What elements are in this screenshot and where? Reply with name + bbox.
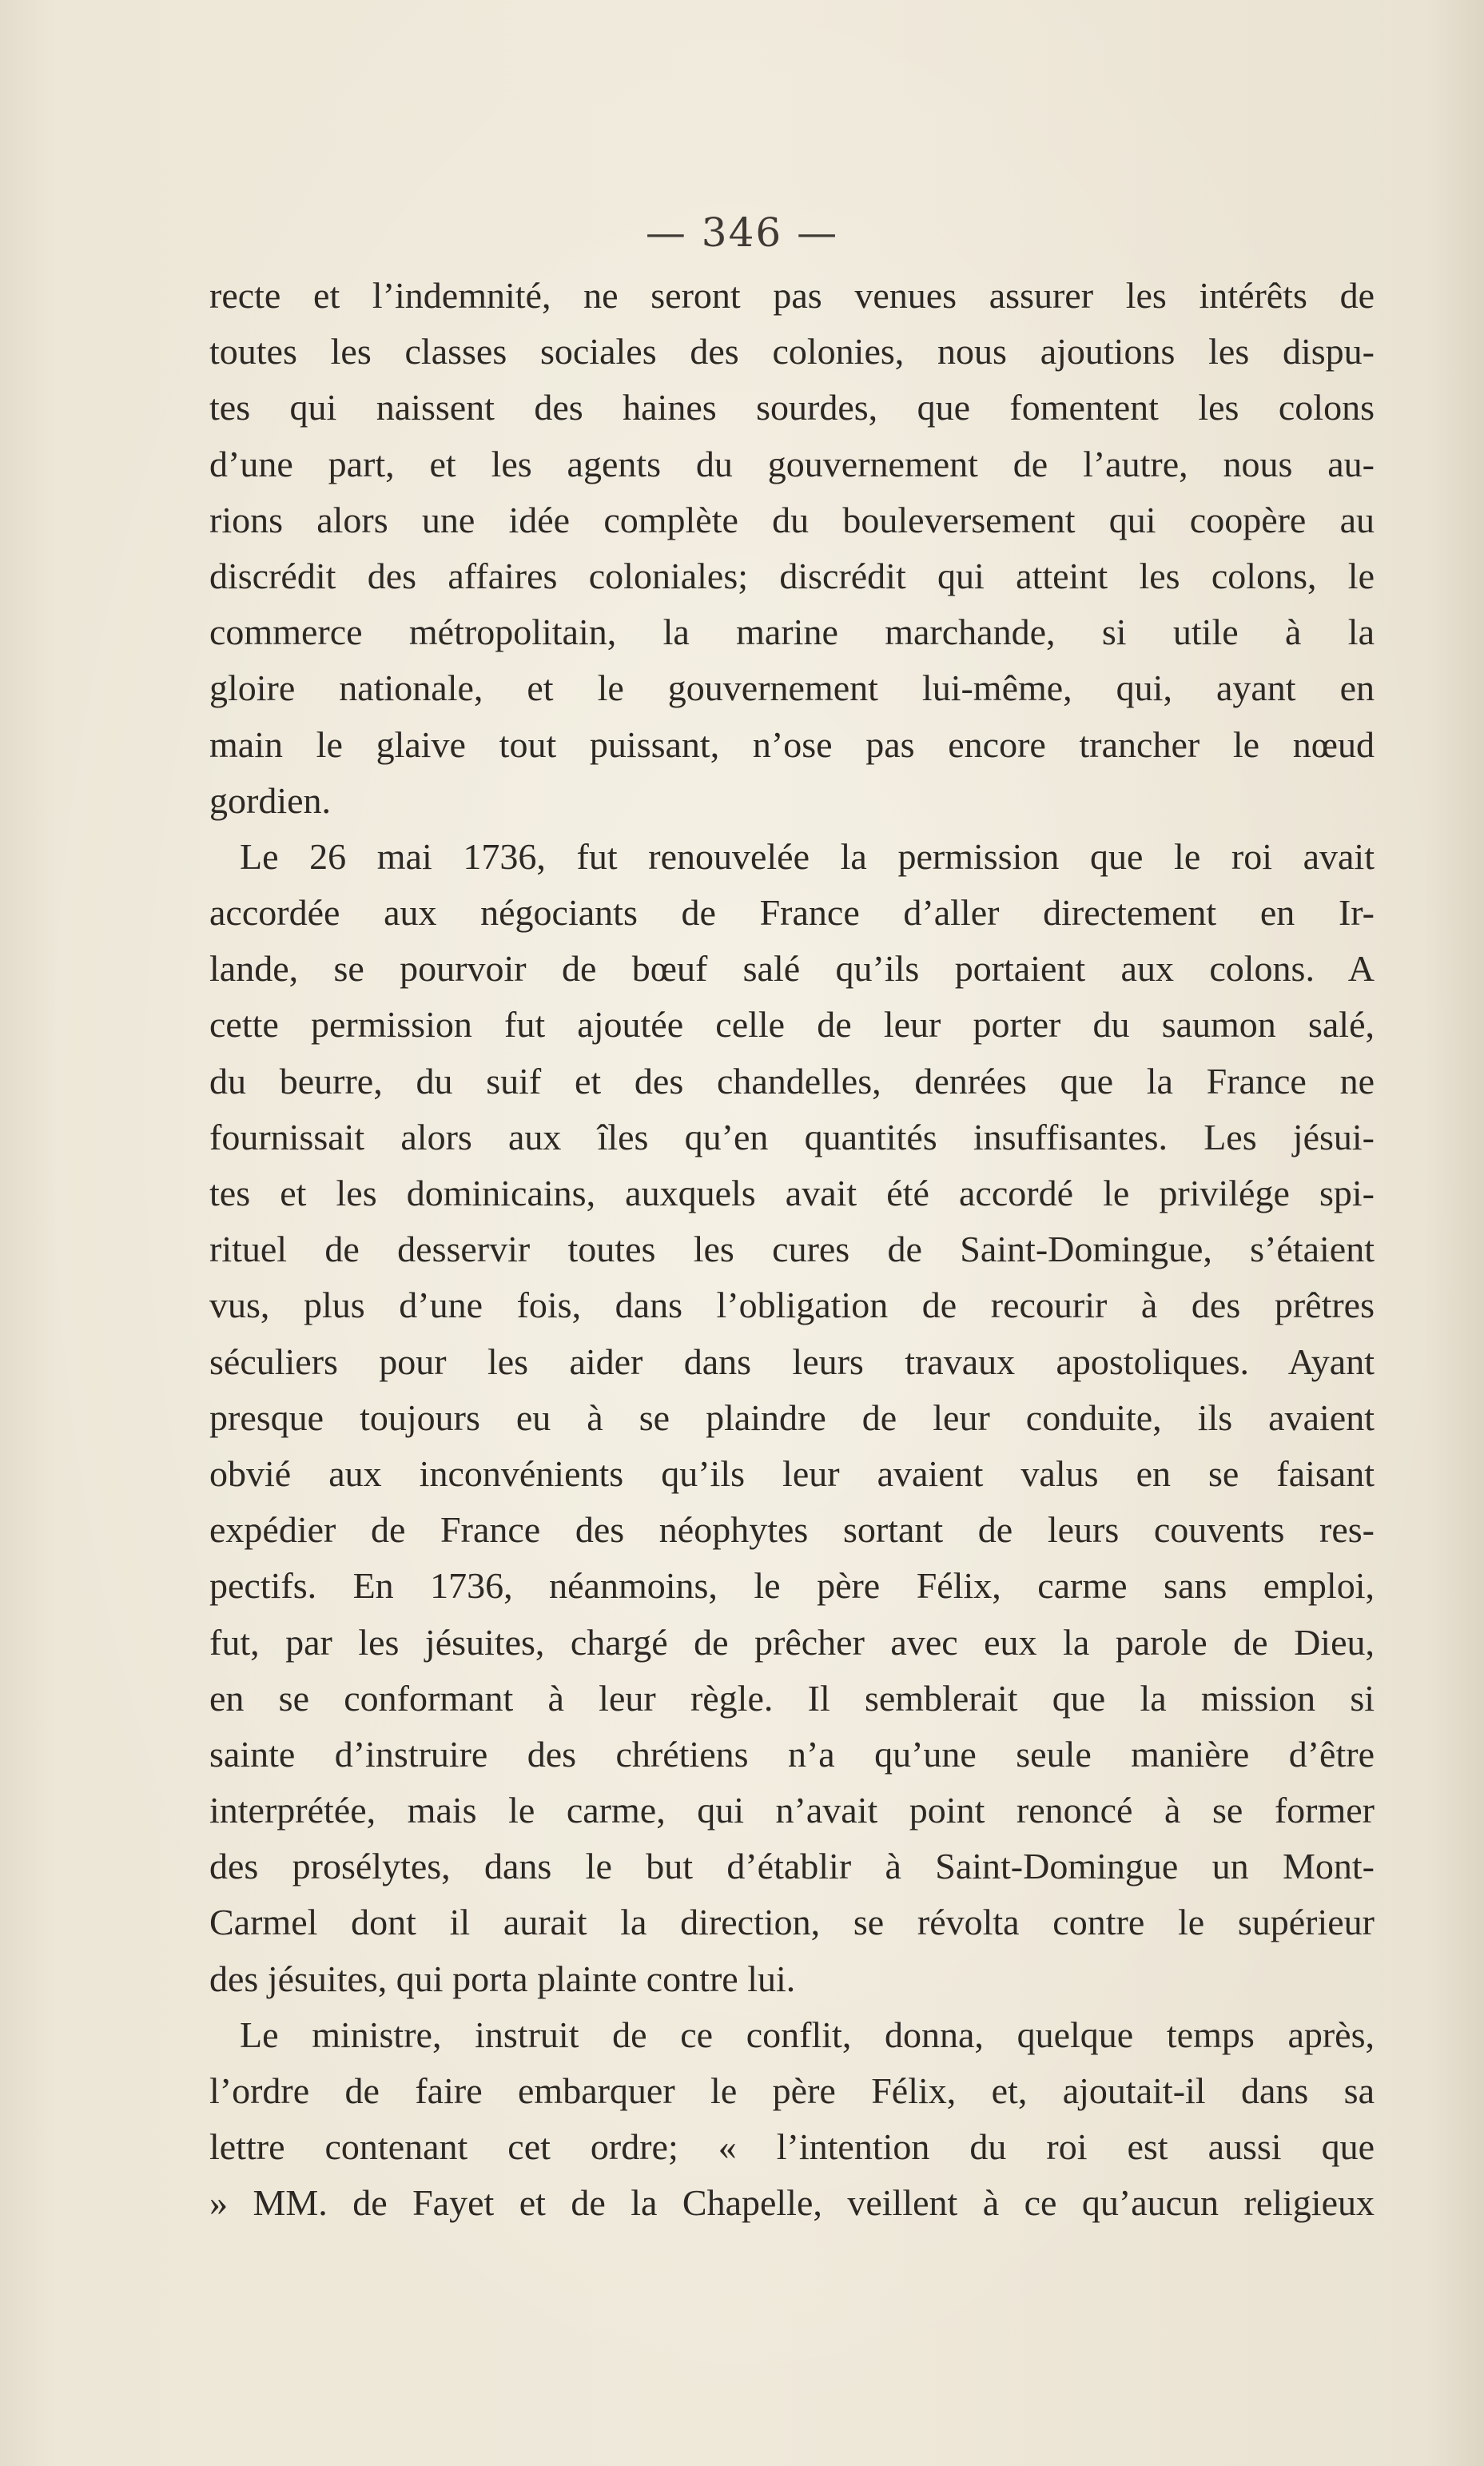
text-line: en se conformant à leur règle. Il semblerait que la mission si <box>209 1677 1375 1719</box>
text-line: accordée aux négociants de France d’aller directement en Ir- <box>209 892 1375 934</box>
text-line: fut, par les jésuites, chargé de prêcher avec eux la parole de Dieu, <box>209 1621 1375 1663</box>
text-line: obvié aux inconvénients qu’ils leur avaient valus en se faisant <box>209 1452 1375 1494</box>
text-line: tes et les dominicains, auxquels avait été accordé le privilége spi- <box>209 1173 1375 1213</box>
text-line: pectifs. En 1736, néanmoins, le père Félix, carme sans emploi, <box>209 1565 1375 1607</box>
text-line: gloire nationale, et le gouvernement lui-même, qui, ayant en <box>209 667 1375 709</box>
text-line: presque toujours eu à se plaindre de leur conduite, ils avaient <box>209 1396 1375 1438</box>
text-line: séculiers pour les aider dans leurs travaux apostoliques. Ayant <box>209 1341 1375 1382</box>
text-line: d’une part, et les agents du gouvernement de l’autre, nous au- <box>209 443 1375 484</box>
text-line: commerce métropolitain, la marine marchande, si utile à la <box>209 612 1375 653</box>
text-line: des prosélytes, dans le but d’établir à Saint-Domingue un Mont- <box>209 1846 1375 1887</box>
text-line: » MM. de Fayet et de la Chapelle, veillent à ce qu’aucun religieux <box>209 2182 1375 2224</box>
text-line: discrédit des affaires coloniales; discrédit qui atteint les colons, le <box>209 555 1375 596</box>
text-line: toutes les classes sociales des colonies, nous ajoutions les dispu- <box>209 331 1375 372</box>
text-line: vus, plus d’une fois, dans l’obligation de recourir à des prêtres <box>209 1285 1375 1326</box>
text-line: des jésuites, qui porta plainte contre lui. <box>209 1958 796 1999</box>
text-line: lettre contenant cet ordre; « l’intention du roi est aussi que <box>209 2126 1375 2168</box>
text-line: fournissait alors aux îles qu’en quantités insuffisantes. Les jésui- <box>209 1116 1375 1157</box>
text-line: sainte d’instruire des chrétiens n’a qu’une seule manière d’être <box>209 1733 1375 1775</box>
text-line: recte et l’indemnité, ne seront pas venues assurer les intérêts de <box>209 275 1375 316</box>
text-line: rituel de desservir toutes les cures de Saint-Domingue, s’étaient <box>209 1229 1375 1270</box>
text-line: Le 26 mai 1736, fut renouvelée la permission que le roi avait <box>240 835 1375 877</box>
text-line: tes qui naissent des haines sourdes, que fomentent les colons <box>209 387 1375 428</box>
text-line: lande, se pourvoir de bœuf salé qu’ils portaient aux colons. A <box>209 948 1375 990</box>
text-line: cette permission fut ajoutée celle de leur porter du saumon salé, <box>209 1004 1375 1046</box>
text-line: Carmel dont il aurait la direction, se révolta contre le supérieur <box>209 1902 1375 1943</box>
body-text <box>209 268 1375 2232</box>
page-number: — 346 — <box>645 209 839 256</box>
text-line: rions alors une idée complète du bouleversement qui coopère au <box>209 499 1375 540</box>
text-line: Le ministre, instruit de ce conflit, donna, quelque temps après, <box>240 2014 1375 2055</box>
text-line: expédier de France des néophytes sortant de leurs couvents res- <box>209 1509 1375 1551</box>
text-line: main le glaive tout puissant, n’ose pas encore trancher le nœud <box>209 723 1375 765</box>
text-line: du beurre, du suif et des chandelles, denrées que la France ne <box>209 1060 1375 1102</box>
text-line: l’ordre de faire embarquer le père Félix, et, ajoutait-il dans sa <box>209 2070 1375 2111</box>
text-line: gordien. <box>209 779 332 821</box>
text-line: interprétée, mais le carme, qui n’avait point renoncé à se former <box>209 1790 1375 1831</box>
